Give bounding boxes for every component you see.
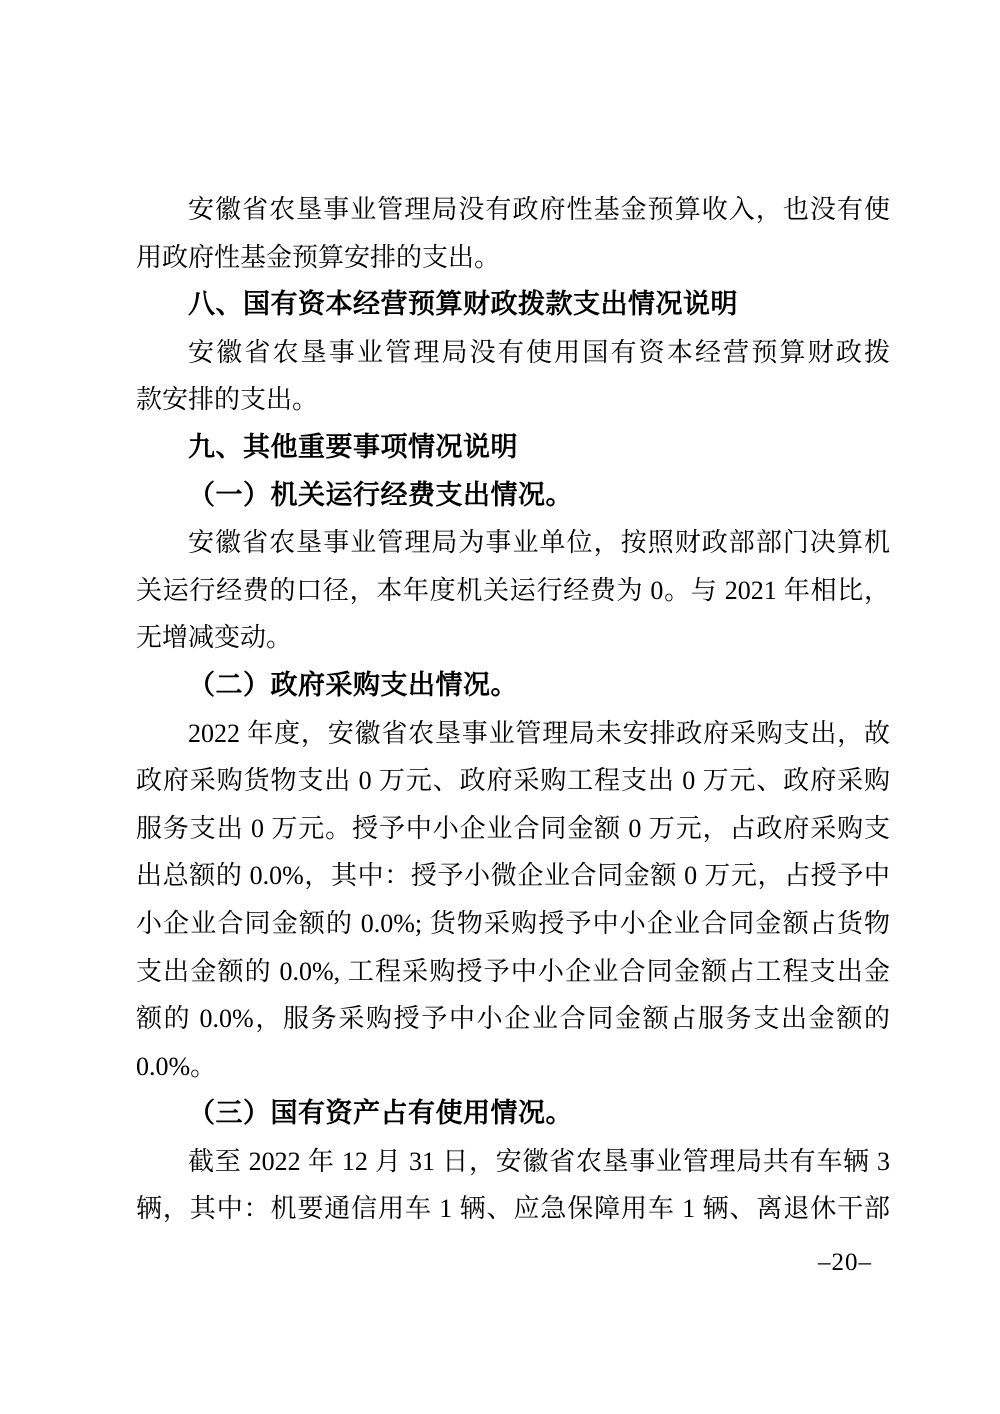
text-line: 小企业合同金额的 0.0%; 货物采购授予中小企业合同金额占货物 [136,908,890,938]
text-line: 无增减变动。 [136,623,293,653]
section-heading: （三）国有资产占有使用情况。 [188,1098,573,1129]
section-heading: （一）机关运行经费支出情况。 [188,479,573,510]
text-line: 安徽省农垦事业管理局没有使用国有资本经营预算财政拨 [188,337,890,367]
section-heading: 八、国有资本经营预算财政拨款支出情况说明 [188,289,738,320]
page-number: –20– [818,1249,872,1276]
text-line: 额的 0.0%，服务采购授予中小企业合同金额占服务支出金额的 [136,1004,890,1034]
text-line: 截至 2022 年 12 月 31 日，安徽省农垦事业管理局共有车辆 3 [188,1146,890,1176]
text-line: 关运行经费的口径，本年度机关运行经费为 0。与 2021 年相比， [136,575,890,605]
text-line: 辆，其中：机要通信用车 1 辆、应急保障用车 1 辆、离退休干部 [136,1194,890,1224]
text-line: 0.0%。 [136,1051,217,1081]
text-line: 款安排的支出。 [136,385,319,415]
text-line: 服务支出 0 万元。授予中小企业合同金额 0 万元，占政府采购支 [136,813,890,843]
text-line: 安徽省农垦事业管理局为事业单位，按照财政部部门决算机 [188,528,890,558]
section-heading: （二）政府采购支出情况。 [188,669,518,700]
text-line: 安徽省农垦事业管理局没有政府性基金预算收入，也没有使 [188,195,890,224]
text-line: 支出金额的 0.0%, 工程采购授予中小企业合同金额占工程支出金 [136,956,890,986]
text-line: 政府采购货物支出 0 万元、政府采购工程支出 0 万元、政府采购 [136,766,890,796]
document-body [136,186,890,1233]
text-line: 出总额的 0.0%，其中：授予小微企业合同金额 0 万元，占授予中 [136,861,890,891]
text-line: 2022 年度，安徽省农垦事业管理局未安排政府采购支出，故 [188,718,890,748]
section-heading: 九、其他重要事项情况说明 [188,431,518,462]
text-line: 用政府性基金预算安排的支出。 [136,242,501,272]
